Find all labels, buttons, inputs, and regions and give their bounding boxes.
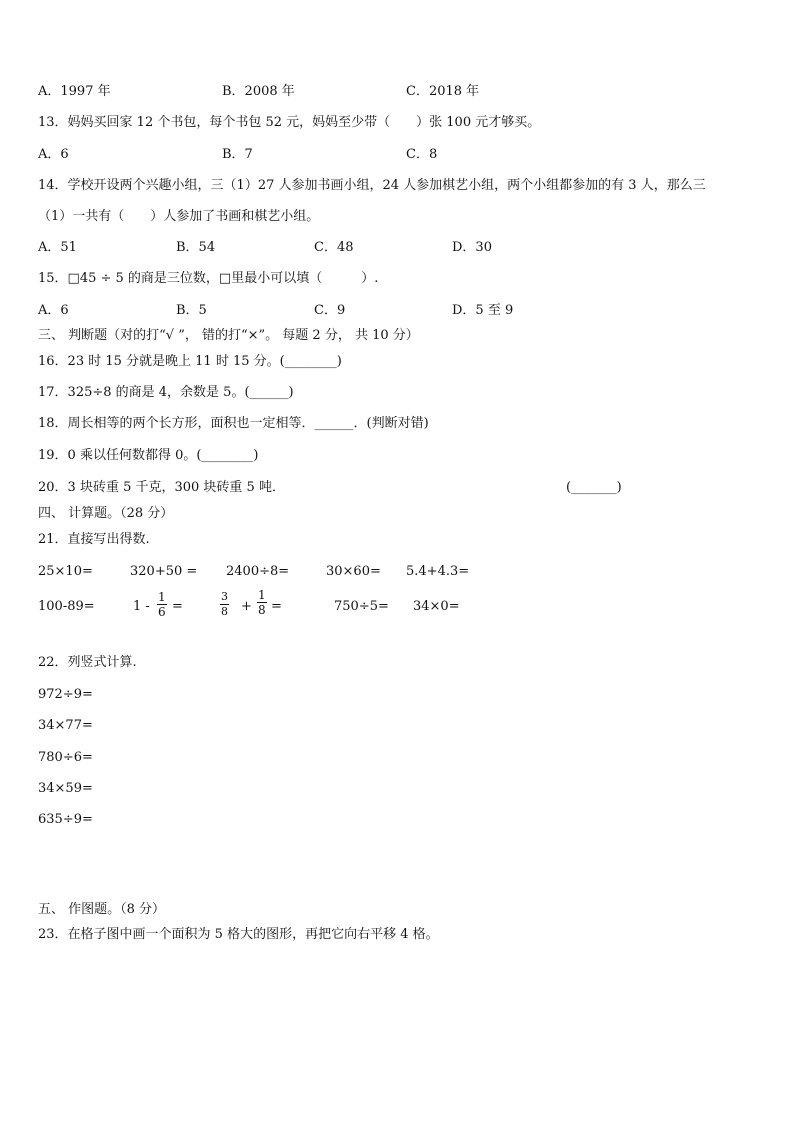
calc-item: 750÷5= xyxy=(334,599,389,614)
q13-stem: 13．妈妈买回家 12 个书包，每个书包 52 元，妈妈至少带（ ）张 100 元才够买。 xyxy=(38,115,541,130)
q20-blank: (_______) xyxy=(566,480,622,495)
fraction-numerator: 1 xyxy=(158,590,166,604)
fraction-denominator: 8 xyxy=(221,605,228,618)
q15-option-c: C．9 xyxy=(314,303,346,318)
q15-option-a: A．6 xyxy=(38,303,69,318)
frac3-equals: = xyxy=(271,599,282,614)
q13-option-c: C．8 xyxy=(406,147,438,162)
vertical-calc-item: 972÷9= xyxy=(38,687,93,702)
vertical-calc-item: 34×59= xyxy=(38,781,93,796)
frac1-prefix: 1 - xyxy=(133,599,150,614)
q12-option-b: B．2008 年 xyxy=(222,84,295,99)
q22-stem: 22．列竖式计算. xyxy=(38,655,137,670)
fraction-denominator: 6 xyxy=(158,605,166,619)
fraction-numerator: 3 xyxy=(221,590,228,603)
calc-item: 30×60= xyxy=(326,564,381,579)
vertical-calc-item: 34×77= xyxy=(38,718,93,733)
fraction-three-eighths xyxy=(220,590,229,619)
q15-option-d: D．5 至 9 xyxy=(452,303,514,318)
fraction-one-eighth xyxy=(257,588,267,617)
fraction-numerator: 1 xyxy=(258,588,266,602)
vertical-calc-item: 780÷6= xyxy=(38,750,93,765)
fraction-one-sixth xyxy=(157,590,167,619)
q14-stem-line2: （1）一共有（ ）人参加了书画和棋艺小组。 xyxy=(38,209,320,224)
calc-item: 5.4+4.3= xyxy=(406,564,470,579)
q12-option-a: A．1997 年 xyxy=(38,84,111,99)
q18: 18．周长相等的两个长方形，面积也一定相等．______．(判断对错) xyxy=(38,416,429,431)
calc-item: 34×0= xyxy=(413,599,460,614)
fraction-denominator: 8 xyxy=(258,603,266,617)
q14-option-d: D．30 xyxy=(452,240,492,255)
q17: 17．325÷8 的商是 4，余数是 5。(______) xyxy=(38,385,294,400)
vertical-calc-item: 635÷9= xyxy=(38,812,93,827)
section-4-title: 四、 计算题。（28 分） xyxy=(38,506,174,521)
q14-option-a: A．51 xyxy=(38,240,77,255)
q14-stem-line1: 14．学校开设两个兴趣小组，三（1）27 人参加书画小组，24 人参加棋艺小组，两个小组都参加的有 3 人，那么三 xyxy=(38,178,706,193)
calc-item: 100-89= xyxy=(38,599,95,614)
q13-option-b: B．7 xyxy=(222,147,253,162)
q12-option-c: C．2018 年 xyxy=(406,84,480,99)
section-3-title: 三、 判断题（对的打“√ ”， 错的打“×”。 每题 2 分， 共 10 分） xyxy=(38,328,419,343)
q16: 16．23 时 15 分就是晚上 11 时 15 分。(________) xyxy=(38,354,342,369)
q21-stem: 21．直接写出得数. xyxy=(38,532,150,547)
calc-item: 320+50 = xyxy=(130,564,198,579)
section-5-title: 五、 作图题。（8 分） xyxy=(38,902,166,917)
q23: 23．在格子图中画一个面积为 5 格大的图形，再把它向右平移 4 格。 xyxy=(38,927,439,942)
q14-option-c: C．48 xyxy=(314,240,354,255)
calc-item: 25×10= xyxy=(38,564,93,579)
calc-item: 2400÷8= xyxy=(226,564,290,579)
q14-option-b: B．54 xyxy=(176,240,216,255)
frac1-equals: = xyxy=(172,599,183,614)
q15-option-b: B．5 xyxy=(176,303,207,318)
q20-text: 20．3 块砖重 5 千克，300 块砖重 5 吨． xyxy=(38,480,285,495)
q13-option-a: A．6 xyxy=(38,147,69,162)
plus-sign: + xyxy=(241,599,252,614)
q15-stem: 15．□45 ÷ 5 的商是三位数，□里最小可以填（ ）. xyxy=(38,271,379,286)
q19: 19．0 乘以任何数都得 0。(________) xyxy=(38,448,259,463)
